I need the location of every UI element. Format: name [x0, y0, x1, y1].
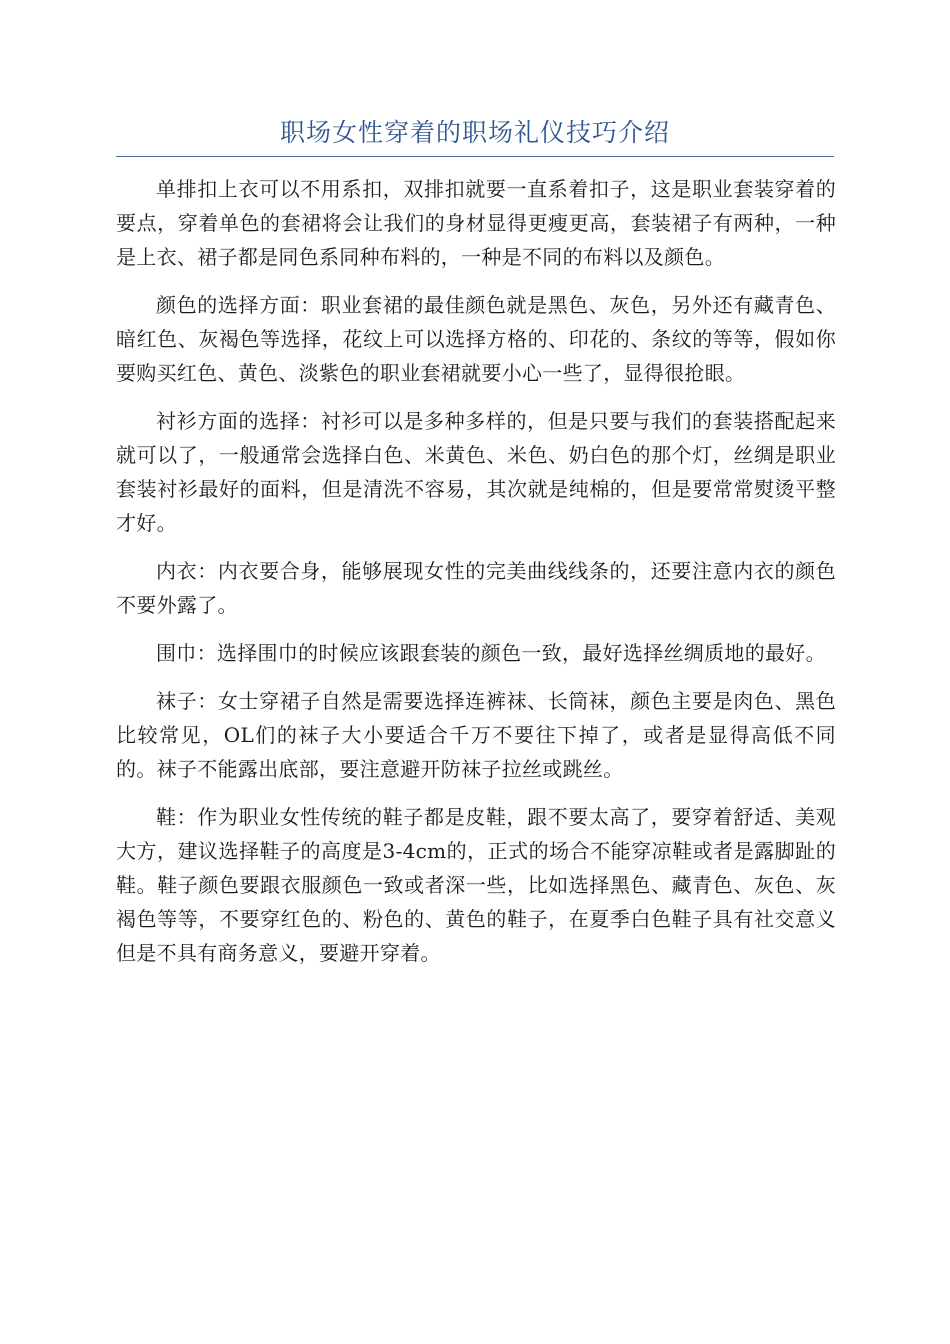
page-title: 职场女性穿着的职场礼仪技巧介绍	[279, 118, 670, 147]
article-body	[116, 172, 836, 984]
title-block	[116, 110, 834, 157]
paragraph-shoes: 鞋：作为职业女性传统的鞋子都是皮鞋，跟不要太高了，要穿着舒适、美观大方，建议选择鞋子的高度是3-4cm的，正式的场合不能穿凉鞋或者是露脚趾的鞋。鞋子颜色要跟衣服颜色一致或者深一些，比如选择黑色、藏青色、灰色、灰褐色等等，不要穿红色的、粉色的、黄色的鞋子，在夏季白色鞋子具有社交意义但是不具有商务意义，要避开穿着。	[116, 805, 836, 965]
paragraph-underwear: 内衣：内衣要合身，能够展现女性的完美曲线线条的，还要注意内衣的颜色不要外露了。	[116, 559, 836, 617]
paragraph-stockings: 袜子：女士穿裙子自然是需要选择连裤袜、长筒袜，颜色主要是肉色、黑色比较常见，OL们的袜子大小要适合千万不要往下掉了，或者是显得高低不同的。袜子不能露出底部，要注意避开防袜子拉丝或跳丝。	[116, 689, 836, 781]
paragraph-shirt-choice: 衬衫方面的选择：衬衫可以是多种多样的，但是只要与我们的套装搭配起来就可以了，一般通常会选择白色、米黄色、米色、奶白色的那个灯，丝绸是职业套装衬衫最好的面料，但是清洗不容易，其次就是纯棉的，但是要常常熨烫平整才好。	[116, 409, 836, 535]
paragraph-color-choice: 颜色的选择方面：职业套裙的最佳颜色就是黑色、灰色，另外还有藏青色、暗红色、灰褐色等选择，花纹上可以选择方格的、印花的、条纹的等等，假如你要购买红色、黄色、淡紫色的职业套裙就要小心一些了，显得很抢眼。	[116, 293, 836, 385]
paragraph-scarf: 围巾：选择围巾的时候应该跟套装的颜色一致，最好选择丝绸质地的最好。	[156, 641, 826, 665]
paragraph-suit-buttons: 单排扣上衣可以不用系扣，双排扣就要一直系着扣子，这是职业套装穿着的要点，穿着单色的套裙将会让我们的身材显得更瘦更高，套装裙子有两种，一种是上衣、裙子都是同色系同种布料的，一种是不同的布料以及颜色。	[116, 177, 836, 269]
